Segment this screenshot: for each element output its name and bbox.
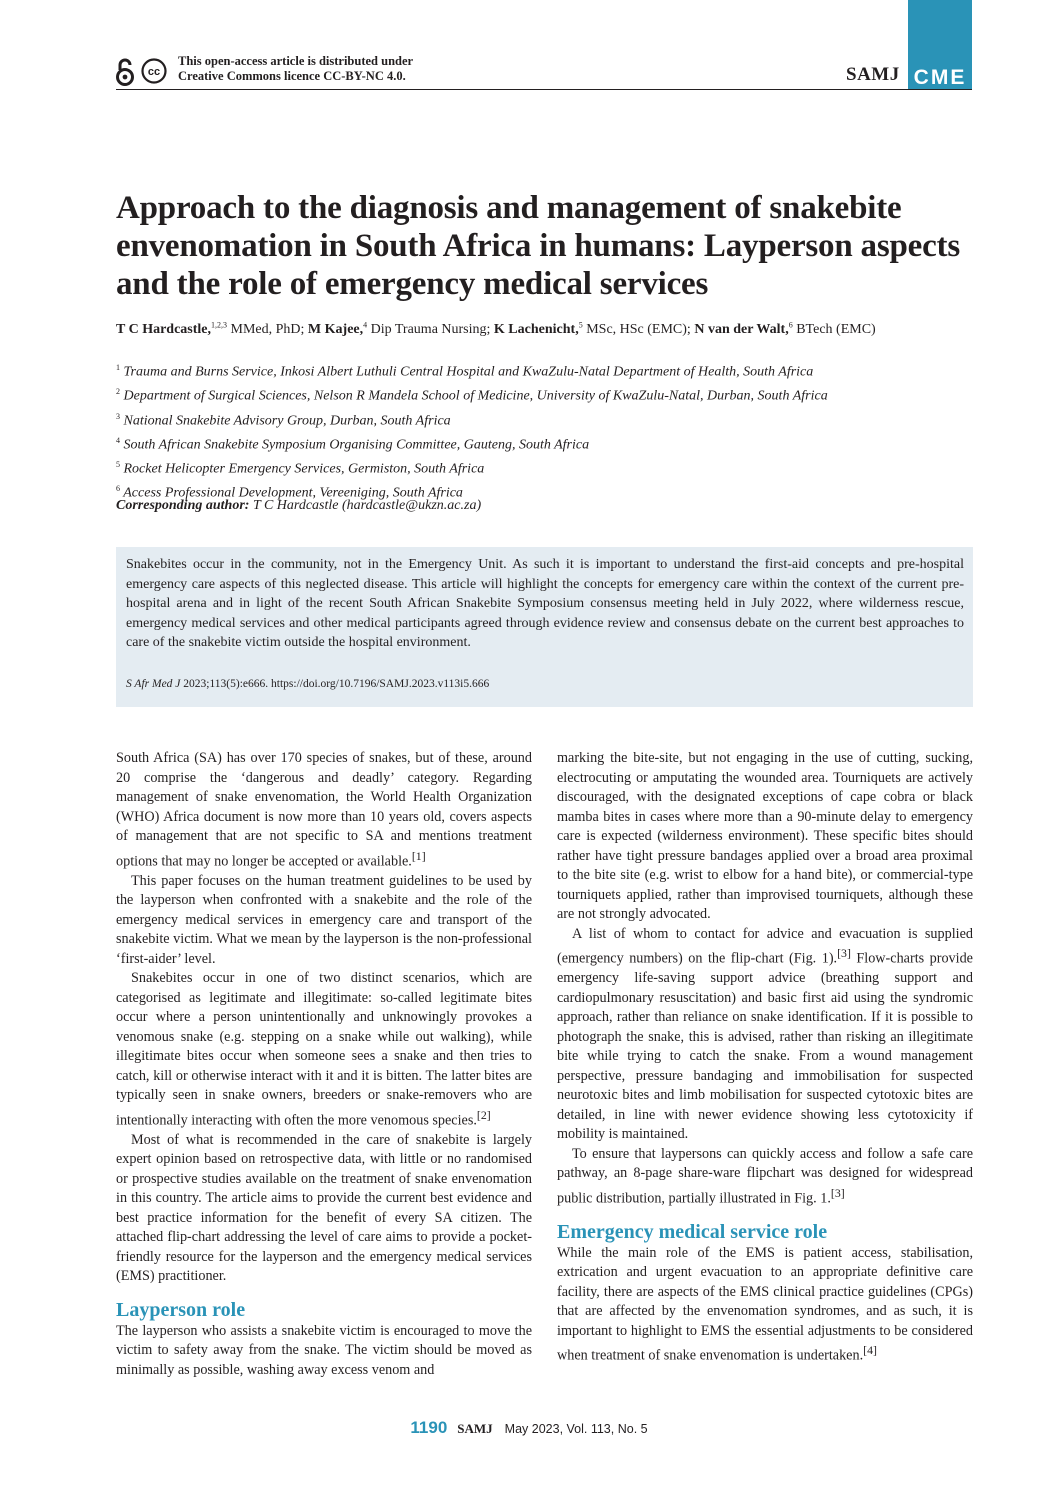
reference-marker[interactable]: [2] <box>476 1107 491 1122</box>
paragraph-text: South Africa (SA) has over 170 species of snakes, but of these, around 20 comprise the ‘dangerous and deadly’ category. Regarding management of snake envenomation, the World Health Organization (WHO) Africa document is now more than 10 years old, covers aspects of management that are not specific to SA and mentions treatment options that may no longer be accepted or available. <box>116 750 532 870</box>
author-credentials: Dip Trauma Nursing; <box>367 322 494 337</box>
author-affil-ref: 1,2,3 <box>211 320 228 330</box>
body-paragraph <box>557 925 973 1145</box>
svg-text:cc: cc <box>147 66 161 79</box>
author-credentials: MMed, PhD; <box>227 322 308 337</box>
paragraph-text: marking the bite-site, but not engaging in the use of cutting, sucking, electrocuting or amputating the wounded area. Tourniquets are actively discouraged, with the designated exceptions of cape cobra or black mamba bites in cases where more than a 90-minute delay to emergency care is expected (wilderness environment). These specific bites should rather have tight pressure bandages applied over a broad area proximal to the bite site (e.g. wrist to elbow for a hand bite), or commercial-type tourniquets applied, rather than improvised tourniquets, although these are not strongly advocated. <box>557 750 973 922</box>
affiliation-number: 3 <box>116 411 120 421</box>
affiliation-text: Trauma and Burns Service, Inkosi Albert Luthuli Central Hospital and KwaZulu-Natal Department of Health, South Africa <box>120 364 814 380</box>
paragraph-text: Flow-charts provide emergency life-saving support advice (breathing support and cardiopulmonary resuscitation) and basic first aid using the syndromic approach, rather than reliance on snake identification. If it is possible to photograph the snake, this is advised, rather than risking an illegitimate bite while trying to catch the snake. From a wound management perspective, pressure bandaging and immobilisation for suspected neurotoxic bites and limb mobilisation for suspected cytotoxic bites are detailed, in line with newer evidence showing less cytotoxicity if mobility is maintained. <box>557 950 973 1143</box>
cme-section-tab <box>908 0 972 89</box>
paragraph-text: A list of whom to contact for advice and evacuation is supplied (emergency numbers) on the flip-chart (Fig. 1). <box>557 925 973 967</box>
author-affil-ref: 4 <box>363 320 368 330</box>
section-heading-layperson: Layperson role <box>116 1298 246 1321</box>
body-paragraph <box>557 749 973 925</box>
paragraph-text: Most of what is recommended in the care of snakebite is largely expert opinion based on retrospective data, with little or no randomised or prospective studies available on the treatment of snake envenomation in this country. The article aims to provide the current best evidence and best practice information for the benefit of every SA citizen. The attached flip-chart addressing the level of care aims to provide a pocket-friendly resource for the layperson and the emergency medical services (EMS) practitioner. <box>116 1131 532 1285</box>
page-footer <box>0 1418 1058 1438</box>
citation <box>126 677 489 691</box>
reference-marker[interactable]: [3] <box>830 1185 845 1200</box>
cme-tab-label: CME <box>913 66 967 89</box>
author-name: M Kajee, <box>307 322 364 337</box>
open-access-icon <box>114 58 136 86</box>
paragraph-text: To ensure that laypersons can quickly access and follow a safe care pathway, an 8-page share-ware flipchart was designed for widespread public distribution, partially illustrated in Fig. 1. <box>557 1145 973 1207</box>
corresponding-contact[interactable]: T C Hardcastle (hardcastle@ukzn.ac.za) <box>249 498 482 513</box>
author-name: T C Hardcastle, <box>116 322 212 337</box>
author-name: N van der Walt, <box>694 322 789 337</box>
page-number: 1190 <box>410 1418 448 1437</box>
affiliation-text: Rocket Helicopter Emergency Services, Germiston, South Africa <box>120 461 485 477</box>
author-affil-ref: 5 <box>578 320 583 330</box>
abstract-text: Snakebites occur in the community, not in the Emergency Unit. As such it is important to understand the first-aid concepts and pre-hospital emergency care aspects of this neglected disease. This article will highlight the concepts for emergency care within the context of the current pre-hospital arena and in light of the recent South African Snakebite Symposium consensus meeting held in July 2022, where wilderness rescue, emergency medical services and other medical participants agreed through evidence review and consensus debate on the current best approaches to care of the snakebite victim outside the hospital environment. <box>126 557 964 650</box>
corresponding-author <box>116 496 481 516</box>
licence-line-1: This open-access article is distributed under <box>178 54 414 68</box>
paragraph-text: Snakebites occur in one of two distinct scenarios, which are categorised as legitimate and illegitimate: so-called legitimate bites occur where a person unintentionally and unknowingly provokes a venomous snake (e.g. stepping on a snake while out walking), while illegitimate bites occur when someone sees a snake and then tries to catch, kill or otherwise interact with it and it is bitten. The latter bites are typically seen in snake owners, breeders or snake-removers who are intentionally interacting with often the more venomous species. <box>116 970 532 1129</box>
body-paragraph <box>116 1131 532 1287</box>
abstract-box <box>116 547 973 707</box>
article-title: Approach to the diagnosis and management of snakebite envenomation in South Africa in humans: Layperson aspects and the role of emergency medical services <box>116 190 960 302</box>
affiliation-item <box>116 455 976 479</box>
affiliation-number: 5 <box>116 460 120 469</box>
reference-marker[interactable]: [1] <box>411 848 426 863</box>
author-list <box>116 320 976 340</box>
footer-issue: May 2023, Vol. 113, No. 5 <box>504 1422 648 1436</box>
affiliation-item <box>116 382 976 406</box>
affiliation-text: National Snakebite Advisory Group, Durban, South Africa <box>120 413 451 429</box>
corresponding-label: Corresponding author: <box>116 498 250 513</box>
affiliation-item <box>116 407 976 431</box>
citation-journal: S Afr Med J <box>126 678 181 690</box>
journal-name: SAMJ <box>846 64 900 85</box>
body-paragraph <box>557 1244 973 1367</box>
body-paragraph <box>557 1145 973 1209</box>
affiliation-text: South African Snakebite Symposium Organising Committee, Gauteng, South Africa <box>120 437 590 453</box>
author-name: K Lachenicht, <box>493 322 579 337</box>
paragraph-text: This paper focuses on the human treatment guidelines to be used by the layperson when confronted with a snakebite and the role of the emergency medical services in emergency care and transport of the snakebite victim. What we mean by the layperson is the non-professional ‘first-aider’ level. <box>116 872 532 967</box>
reference-marker[interactable]: [3] <box>837 946 851 960</box>
body-column-left <box>116 749 532 1380</box>
affiliation-number: 6 <box>116 484 120 494</box>
affiliation-number: 4 <box>116 435 120 445</box>
citation-doi[interactable]: 2023;113(5):e666. https://doi.org/10.7196/SAMJ.2023.v113i5.666 <box>180 678 490 690</box>
affiliation-list <box>116 358 976 504</box>
creative-commons-icon <box>141 58 167 84</box>
body-column-right <box>557 749 973 1367</box>
affiliation-number: 1 <box>116 363 120 372</box>
footer-journal: SAMJ <box>457 1421 493 1436</box>
affiliation-number: 2 <box>116 387 120 397</box>
body-paragraph <box>116 969 532 1131</box>
paragraph-text: The layperson who assists a snakebite victim is encouraged to move the victim to safety away from the snake. The victim should be moved as minimally as possible, washing away excess venom and <box>116 1322 532 1378</box>
affiliation-item <box>116 431 976 455</box>
body-paragraph <box>116 872 532 970</box>
reference-marker[interactable]: [4] <box>863 1343 877 1358</box>
affiliation-text: Access Professional Development, Vereeniging, South Africa <box>120 485 463 501</box>
author-credentials: BTech (EMC) <box>792 322 876 337</box>
licence-line-2: Creative Commons licence CC-BY-NC 4.0. <box>178 69 406 83</box>
body-paragraph <box>116 1322 532 1381</box>
body-paragraph <box>116 749 532 872</box>
author-credentials: MSc, HSc (EMC); <box>582 322 695 337</box>
author-affil-ref: 6 <box>788 320 793 330</box>
paragraph-text: While the main role of the EMS is patient access, stabilisation, extrication and urgent evacuation to an appropriate definitive care facility, there are aspects of the EMS clinical practice guidelines (CPGs) that are affected by the envenomation syndromes, and as such, it is important to highlight to EMS the essential adjustments to be considered when treatment of snake envenomation is undertaken. <box>557 1244 973 1365</box>
header-rule <box>116 89 972 90</box>
affiliation-text: Department of Surgical Sciences, Nelson R Mandela School of Medicine, University of KwaZulu-Natal, Durban, South Africa <box>120 388 828 404</box>
affiliation-item <box>116 358 976 382</box>
section-heading-ems: Emergency medical service role <box>557 1220 828 1243</box>
licence-notice <box>178 54 413 84</box>
